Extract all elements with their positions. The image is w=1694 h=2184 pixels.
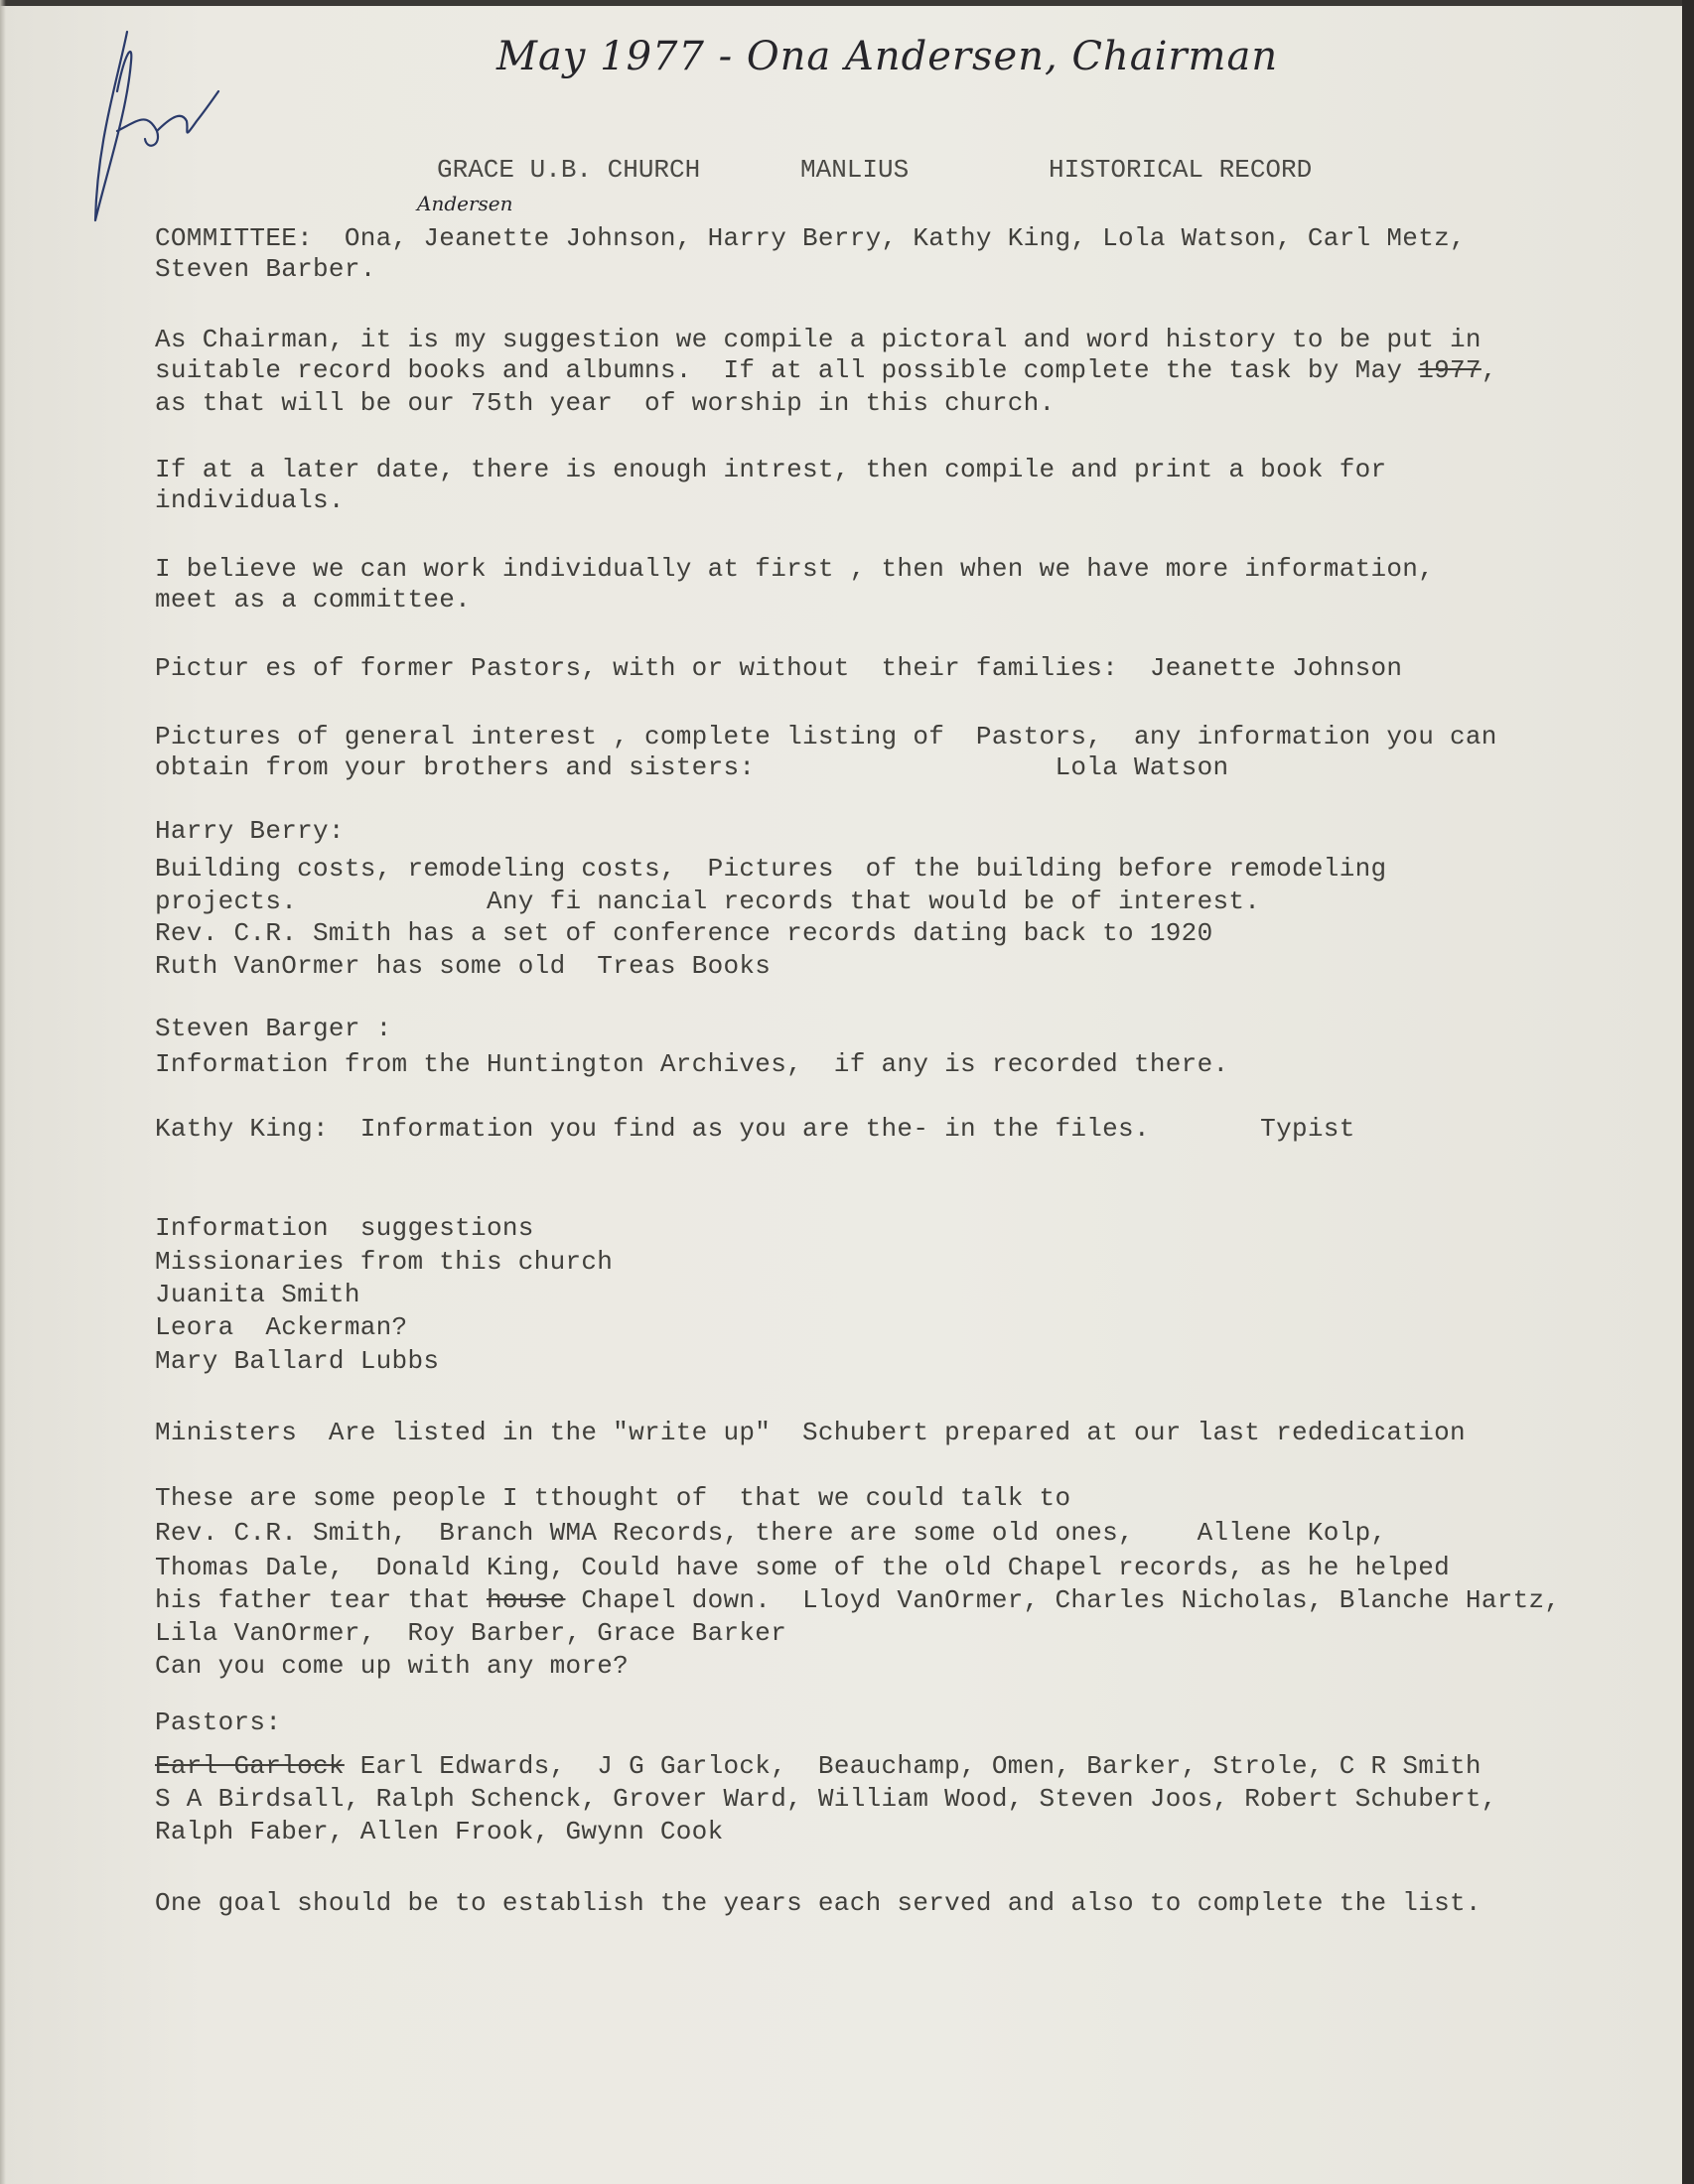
ministers-line: Ministers Are listed in the "write up" Schubert prepared at our last rededication — [155, 1418, 1466, 1447]
harry-berry-line-5: Ruth VanOrmer has some old Treas Books — [155, 951, 772, 981]
committee-line-2: Steven Barber. — [155, 254, 376, 284]
committee-line-1: COMMITTEE: Ona, Jeanette Johnson, Harry Berry, Kathy King, Lola Watson, Carl Metz, — [155, 223, 1466, 253]
work-line-2: meet as a committee. — [155, 585, 472, 614]
struck-year: 1977 — [1418, 355, 1482, 385]
handwritten-date-chairman-note: May 1977 - Ona Andersen, Chairman — [496, 34, 1279, 79]
harry-berry-line-3: projects. Any fi nancial records that would be of interest. — [155, 887, 1261, 916]
pastors-line-2-rest: Earl Edwards, J G Garlock, Beauchamp, Omen, Barker, Strole, C R Smith — [344, 1751, 1482, 1781]
later-line-2: individuals. — [155, 485, 345, 515]
chairman-line-2 — [155, 355, 1497, 386]
info-leora-ackerman: Leora Ackerman? — [155, 1312, 408, 1342]
scan-edge-right — [1682, 0, 1694, 2184]
info-missionaries: Missionaries from this church — [155, 1247, 614, 1277]
people-line-2: Rev. C.R. Smith, Branch WMA Records, there are some old ones, Allene Kolp, — [155, 1518, 1387, 1548]
harry-berry-heading: Harry Berry: — [155, 816, 345, 846]
header-town: MANLIUS — [800, 155, 910, 185]
header-church-name: GRACE U.B. CHURCH — [437, 155, 701, 185]
work-line-1: I believe we can work individually at first , then when we have more information, — [155, 554, 1435, 584]
chairman-line-1: As Chairman, it is my suggestion we compile a pictoral and word history to be put in — [155, 325, 1482, 354]
handwritten-signature — [87, 22, 226, 230]
chairman-line-2-comma: , — [1481, 355, 1497, 385]
steven-barger-line-2: Information from the Huntington Archives, if any is recorded there. — [155, 1049, 1229, 1079]
info-juanita-smith: Juanita Smith — [155, 1280, 360, 1309]
people-line-5: Lila VanOrmer, Roy Barber, Grace Barker — [155, 1618, 787, 1648]
goal-line: One goal should be to establish the years each served and also to complete the list. — [155, 1888, 1482, 1918]
pastors-line-4: Ralph Faber, Allen Frook, Gwynn Cook — [155, 1817, 724, 1846]
people-line-4-start: his father tear that — [155, 1585, 487, 1615]
general-interest-line-1: Pictures of general interest , complete listing of Pastors, any information you can — [155, 722, 1497, 751]
later-line-1: If at a later date, there is enough intrest, then compile and print a book for — [155, 455, 1387, 484]
chairman-line-2-text: suitable record books and albumns. If at all possible complete the task by May — [155, 355, 1419, 385]
people-line-4 — [155, 1585, 1560, 1616]
people-line-3: Thomas Dale, Donald King, Could have some of the old Chapel records, as he helped — [155, 1553, 1451, 1582]
pastors-heading: Pastors: — [155, 1707, 282, 1737]
info-suggestions-heading: Information suggestions — [155, 1213, 534, 1243]
handwritten-andersen-insert: Andersen — [417, 192, 513, 215]
general-interest-line-2: obtain from your brothers and sisters: Lola Watson — [155, 752, 1229, 782]
harry-berry-line-2: Building costs, remodeling costs, Pictures of the building before remodeling — [155, 854, 1387, 884]
harry-berry-line-4: Rev. C.R. Smith has a set of conference records dating back to 1920 — [155, 918, 1213, 948]
pastors-line-2 — [155, 1751, 1482, 1782]
scan-edge-left — [0, 0, 6, 2184]
people-line-4-end: Chapel down. Lloyd VanOrmer, Charles Nicholas, Blanche Hartz, — [565, 1585, 1561, 1615]
people-line-6: Can you come up with any more? — [155, 1651, 630, 1681]
struck-earl-garlock: Earl Garlock — [155, 1751, 345, 1781]
people-line-1: These are some people I tthought of that we could talk to — [155, 1483, 1071, 1513]
header-historical-record: HISTORICAL RECORD — [1049, 155, 1313, 185]
struck-house: house — [486, 1585, 566, 1615]
chairman-line-3: as that will be our 75th year of worship in this church. — [155, 388, 1056, 418]
pictures-pastors-line: Pictur es of former Pastors, with or without their families: Jeanette Johnson — [155, 653, 1403, 683]
scan-edge-top — [0, 0, 1694, 6]
info-mary-ballard-lubbs: Mary Ballard Lubbs — [155, 1346, 440, 1376]
pastors-line-3: S A Birdsall, Ralph Schenck, Grover Ward, William Wood, Steven Joos, Robert Schubert, — [155, 1784, 1497, 1814]
kathy-king-line: Kathy King: Information you find as you are the- in the files. Typist — [155, 1114, 1355, 1144]
steven-barger-heading: Steven Barger : — [155, 1014, 392, 1043]
